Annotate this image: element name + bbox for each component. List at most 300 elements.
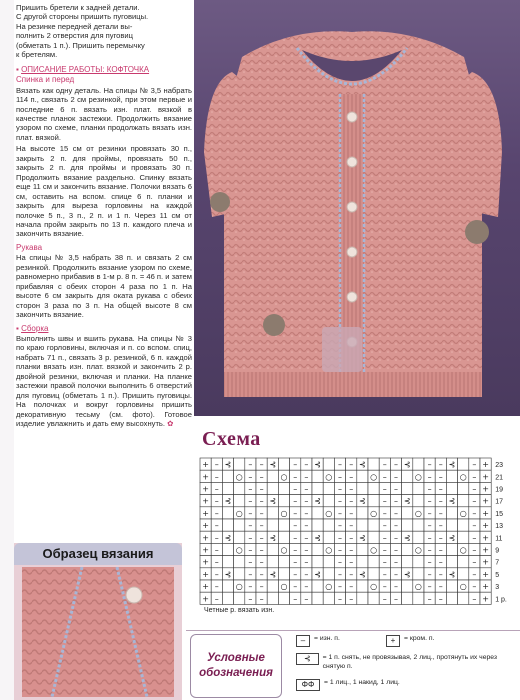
chart-cell: [222, 592, 233, 604]
chart-row-number: 15: [495, 510, 503, 518]
chart-symbol: –: [438, 557, 443, 567]
chart-cell: [357, 482, 368, 494]
chart-symbol: ○: [325, 508, 333, 518]
chart-symbol: –: [472, 582, 477, 592]
chart-cell: [222, 470, 233, 482]
intro-line: С другой стороны пришить пуговицы.: [16, 12, 149, 22]
chart-symbol: –: [438, 533, 443, 543]
chart-symbol: ○: [235, 545, 243, 555]
chart-symbol: –: [338, 533, 342, 543]
chart-symbol: –: [394, 472, 398, 482]
chart-symbol: –: [214, 472, 219, 482]
chart-cell: [458, 519, 469, 531]
chart-symbol: –: [214, 484, 219, 494]
chart-symbol: –: [472, 533, 477, 543]
subheading-sleeve: Рукава: [16, 242, 43, 252]
chart-cell: [312, 543, 323, 555]
chart-symbol: +: [482, 521, 489, 531]
chart-cell: [402, 543, 413, 555]
chart-symbol: ⊰: [403, 569, 411, 579]
chart-symbol: –: [427, 594, 432, 604]
chart-cell: [234, 519, 245, 531]
chart-symbol: –: [349, 472, 354, 482]
chart-symbol: –: [248, 533, 253, 543]
chart-symbol: +: [202, 472, 209, 482]
chart-cell: [278, 519, 289, 531]
chart-cell: [413, 556, 424, 568]
chart-symbol: –: [214, 496, 219, 506]
chart-symbol: –: [382, 460, 387, 470]
chart-symbol: +: [482, 484, 489, 494]
chart-symbol: ○: [414, 508, 422, 518]
chart-symbol: –: [338, 557, 342, 567]
chart-symbol: ○: [414, 582, 422, 592]
chart-symbol: –: [349, 582, 354, 592]
chart-symbol: ○: [235, 582, 243, 592]
chart-symbol: –: [304, 496, 309, 506]
chart-cell: [222, 580, 233, 592]
chart-row-number: 21: [495, 474, 503, 482]
chart-symbol: –: [427, 533, 432, 543]
chart-symbol: –: [472, 569, 477, 579]
chart-cell: [357, 592, 368, 604]
chart-cell: [458, 482, 469, 494]
legend-item-purl: – = изн. п.: [296, 635, 340, 647]
chart-symbol: –: [259, 533, 264, 543]
chart-symbol: +: [202, 508, 209, 518]
chart-symbol: ⊰: [403, 460, 411, 470]
chart-symbol: –: [394, 545, 398, 555]
chart-symbol: +: [482, 569, 489, 579]
chart-cell: [368, 519, 379, 531]
chart-symbol: ⊰: [403, 496, 411, 506]
chart-symbol: –: [427, 472, 432, 482]
chart-cell: [413, 495, 424, 507]
chart-note: Четные р. вязать изн.: [204, 607, 275, 614]
chart-symbol: –: [382, 594, 387, 604]
chart-symbol: +: [202, 533, 209, 543]
chart-symbol: –: [472, 460, 477, 470]
chart-cell: [222, 556, 233, 568]
chart-cell: [446, 482, 457, 494]
chart-symbol: –: [349, 557, 354, 567]
chart-symbol: –: [293, 533, 298, 543]
chart-symbol: ○: [370, 582, 378, 592]
chart-symbol: +: [202, 460, 209, 470]
chart-cell: [446, 543, 457, 555]
chart-symbol: –: [438, 460, 443, 470]
previous-column-edge: [0, 0, 14, 700]
chart-symbol: ○: [414, 472, 422, 482]
chart-symbol: –: [394, 582, 398, 592]
chart-cell: [267, 519, 278, 531]
chart-symbol: –: [427, 521, 432, 531]
chart-symbol: ○: [280, 582, 288, 592]
chart-symbol: ⊰: [359, 496, 366, 506]
sample-swatch-panel: [14, 543, 182, 700]
chart-symbol: –: [248, 460, 253, 470]
chart-cell: [278, 556, 289, 568]
chart-symbol: +: [482, 508, 489, 518]
end-mark-icon: ✿: [165, 419, 174, 429]
chart-symbol: +: [482, 533, 489, 543]
chart-symbol: +: [202, 594, 209, 604]
legend-item-edge: + = кром. п.: [386, 635, 434, 647]
yarnover-symbol-icon: ΦΦ: [296, 679, 320, 691]
chart-symbol: ⊰: [448, 460, 456, 470]
chart-symbol: ⊰: [224, 569, 232, 579]
chart-symbol: ○: [280, 545, 288, 555]
chart-symbol: –: [214, 508, 219, 518]
chart-symbol: ⊰: [314, 533, 321, 543]
chart-symbol: –: [472, 508, 477, 518]
chart-cell: [222, 482, 233, 494]
chart-symbol: –: [382, 569, 387, 579]
chart-cell: [357, 580, 368, 592]
chart-cell: [446, 556, 457, 568]
chart-symbol: –: [382, 484, 387, 494]
chart-symbol: –: [304, 521, 309, 531]
chart-symbol: ⊰: [224, 496, 232, 506]
chart-cell: [312, 592, 323, 604]
chart-cell: [323, 519, 334, 531]
chart-symbol: ⊰: [359, 533, 366, 543]
chart-cell: [402, 482, 413, 494]
chart-row-number: 7: [495, 559, 500, 567]
chart-symbol: –: [338, 508, 342, 518]
chart-cell: [402, 580, 413, 592]
chart-symbol: –: [293, 460, 298, 470]
chart-cell: [402, 470, 413, 482]
chart-row-number: 13: [495, 523, 503, 531]
chart-symbol: –: [259, 569, 264, 579]
chart-cell: [368, 495, 379, 507]
chart-symbol: ⊰: [403, 533, 411, 543]
chart-title: Схема: [202, 428, 261, 450]
chart-symbol: –: [304, 508, 309, 518]
chart-symbol: –: [248, 508, 253, 518]
chart-symbol: ○: [370, 545, 378, 555]
chart-symbol: –: [438, 521, 443, 531]
chart-symbol: ○: [280, 508, 288, 518]
chart-symbol: ⊰: [224, 533, 232, 543]
intro-block: [16, 3, 192, 60]
chart-symbol: –: [349, 533, 354, 543]
chart-cell: [458, 556, 469, 568]
chart-cell: [413, 592, 424, 604]
chart-cell: [413, 531, 424, 543]
chart-symbol: ○: [235, 472, 243, 482]
chart-symbol: –: [472, 496, 477, 506]
chart-symbol: –: [349, 508, 354, 518]
chart-symbol: –: [394, 496, 398, 506]
intro-line: (обметать 1 п.). Пришить перемычку: [16, 40, 145, 50]
chart-cell: [413, 568, 424, 580]
chart-symbol: +: [482, 472, 489, 482]
chart-row-number: 3: [495, 584, 500, 592]
chart-symbol: +: [202, 496, 209, 506]
chart-cell: [267, 592, 278, 604]
chart-symbol: –: [248, 582, 253, 592]
pattern-chart: [186, 420, 520, 625]
chart-cell: [357, 519, 368, 531]
chart-cell: [458, 592, 469, 604]
chart-symbol: –: [293, 508, 298, 518]
chart-row-number: 1 р.: [495, 596, 507, 604]
intro-line: Пришить бретели к задней детали.: [16, 3, 140, 12]
chart-cell: [368, 592, 379, 604]
chart-symbol: –: [472, 521, 477, 531]
intro-line: полнить 2 отверстия для пуговиц: [16, 31, 134, 41]
chart-cell: [312, 556, 323, 568]
chart-symbol: –: [293, 594, 298, 604]
legend-title: Условные обозначения: [190, 634, 282, 698]
chart-cell: [446, 592, 457, 604]
chart-cell: [368, 531, 379, 543]
chart-symbol: –: [394, 569, 398, 579]
chart-symbol: –: [427, 557, 432, 567]
chart-cell: [402, 507, 413, 519]
chart-cell: [267, 507, 278, 519]
intro-line: к бретелям.: [16, 50, 58, 60]
chart-symbol: –: [438, 508, 443, 518]
chart-row-number: 11: [495, 535, 503, 543]
chart-symbol: –: [259, 557, 264, 567]
chart-symbol: –: [248, 545, 253, 555]
cardigan-photo: [194, 0, 520, 416]
chart-symbol: –: [259, 496, 264, 506]
edge-symbol-icon: +: [386, 635, 400, 647]
chart-symbol: –: [293, 582, 298, 592]
chart-symbol: –: [304, 569, 309, 579]
chart-cell: [458, 495, 469, 507]
chart-symbol: –: [349, 521, 354, 531]
chart-cell: [413, 519, 424, 531]
chart-symbol: +: [202, 484, 209, 494]
chart-cell: [368, 458, 379, 470]
chart-cell: [278, 531, 289, 543]
legend-item-slip: ⊰ = 1 п. снять, не провязывая, 2 лиц., протянуть их через снятую п.: [296, 653, 516, 671]
chart-symbol: –: [338, 545, 342, 555]
chart-cell: [323, 458, 334, 470]
chart-symbol: +: [482, 557, 489, 567]
subheading-assembly: ▪ Сборка: [16, 323, 49, 333]
chart-cell: [413, 482, 424, 494]
chart-cell: [234, 568, 245, 580]
chart-symbol: –: [349, 545, 354, 555]
paragraph-body-1: Вязать как одну деталь. На спицы № 3,5 набрать 114 п., связать 2 см резинкой, при этом первые и последние 6 п. вязать изн. плат. вязкой в качестве планок застежки. Продолжить вязание узором по схеме, планки продолжать вязать изн. плат. вязкой.: [16, 85, 192, 142]
chart-row-number: 5: [495, 571, 500, 579]
intro-line: На резинке передней детали вы-: [16, 21, 133, 31]
chart-symbol: ○: [235, 508, 243, 518]
chart-symbol: –: [438, 472, 443, 482]
chart-symbol: ⊰: [269, 496, 277, 506]
chart-symbol: –: [349, 460, 354, 470]
chart-symbol: –: [438, 496, 443, 506]
chart-symbol: –: [382, 521, 387, 531]
chart-symbol: ○: [459, 508, 467, 518]
chart-symbol: ⊰: [269, 569, 277, 579]
chart-symbol: –: [293, 484, 298, 494]
chart-cell: [368, 482, 379, 494]
chart-symbol: –: [214, 594, 219, 604]
chart-symbol: –: [248, 594, 253, 604]
chart-symbol: –: [304, 594, 309, 604]
chart-cell: [357, 543, 368, 555]
chart-cell: [267, 556, 278, 568]
chart-cell: [323, 482, 334, 494]
chart-cell: [278, 592, 289, 604]
chart-symbol: –: [259, 545, 264, 555]
sample-title: Образец вязания: [14, 543, 182, 565]
chart-cell: [267, 482, 278, 494]
chart-symbol: –: [382, 582, 387, 592]
chart-symbol: +: [482, 582, 489, 592]
chart-cell: [234, 482, 245, 494]
chart-cell: [446, 507, 457, 519]
intro-text: [16, 3, 192, 60]
section-heading-main: ▪ ОПИСАНИЕ РАБОТЫ: КОФТОЧКА: [16, 64, 150, 74]
chart-cell: [222, 543, 233, 555]
chart-cell: [278, 568, 289, 580]
chart-symbol: –: [472, 545, 477, 555]
chart-symbol: ⊰: [314, 569, 321, 579]
chart-symbol: –: [259, 508, 264, 518]
chart-symbol: –: [304, 472, 309, 482]
chart-symbol: –: [427, 460, 432, 470]
chart-cell: [234, 531, 245, 543]
legend-panel: [186, 630, 520, 700]
chart-cell: [278, 482, 289, 494]
paragraph-assembly: Выполнить швы и вшить рукава. На спицы № 3 по краю горловины, включая и п. со вспом. спиц, набрать 71 п., связать 3 р. резинкой, 6 п. каждой планки вязать изн. плат. вязкой и закончить 2 р. двойной резинки, включая и планки. На планке застежки правой полочки выполнить 6 отверстий для пуговиц (обметать 1 п.). Пришить пуговицы. На полочках и вокруг горловины пришить декоративную тесьму (см. фото). Готовое изделие увлажнить и дать ему высохнуть. ✿: [16, 333, 192, 429]
subheading-body: Спинка и перед: [16, 75, 75, 85]
chart-symbol: +: [482, 545, 489, 555]
chart-symbol: –: [248, 496, 253, 506]
chart-row-number: 17: [495, 498, 503, 506]
chart-cell: [234, 592, 245, 604]
chart-symbol: –: [382, 508, 387, 518]
chart-cell: [278, 458, 289, 470]
chart-symbol: –: [394, 508, 398, 518]
chart-cell: [267, 580, 278, 592]
chart-symbol: –: [438, 569, 443, 579]
chart-cell: [312, 580, 323, 592]
chart-symbol: –: [259, 484, 264, 494]
chart-cell: [222, 519, 233, 531]
chart-symbol: –: [338, 594, 342, 604]
chart-symbol: –: [304, 582, 309, 592]
chart-cell: [357, 507, 368, 519]
chart-cell: [267, 470, 278, 482]
chart-symbol: ⊰: [448, 533, 456, 543]
chart-symbol: –: [304, 484, 309, 494]
chart-cell: [402, 519, 413, 531]
chart-symbol: –: [338, 582, 342, 592]
chart-symbol: –: [293, 557, 298, 567]
chart-symbol: –: [382, 557, 387, 567]
chart-cell: [368, 556, 379, 568]
chart-symbol: –: [304, 460, 309, 470]
chart-cell: [402, 556, 413, 568]
chart-symbol: ⊰: [269, 533, 277, 543]
chart-cell: [446, 519, 457, 531]
chart-symbol: ⊰: [359, 569, 366, 579]
chart-symbol: –: [214, 582, 219, 592]
chart-cell: [234, 556, 245, 568]
chart-symbol: –: [259, 594, 264, 604]
chart-symbol: –: [349, 496, 354, 506]
chart-cell: [312, 482, 323, 494]
chart-symbol: –: [382, 496, 387, 506]
paragraph-body-2: На высоте 15 см от резинки провязать 30 п., закрыть 2 п. для проймы, провязать 50 п., закрыть 2 п. для проймы и провязать 30 п. Продолжить вязание раздельно. Спинку вязать еще 11 см и закончить вязание. Полочки вязать 6 см, оставить на вспом. спице 6 п. планки и закрыть для выреза горловины на каждой полочке 5 п., 3 п., 2 п. и 1 п. Через 11 см от начала пройм закрыть по 13 п. каждого плеча и закончить вязание.: [16, 144, 192, 239]
chart-symbol: –: [438, 582, 443, 592]
chart-symbol: –: [214, 569, 219, 579]
chart-symbol: –: [293, 496, 298, 506]
slip-symbol-icon: ⊰: [296, 653, 319, 665]
chart-cell: [446, 470, 457, 482]
chart-cell: [323, 568, 334, 580]
chart-symbol: –: [438, 545, 443, 555]
chart-cell: [323, 556, 334, 568]
chart-symbol: –: [338, 484, 342, 494]
chart-cell: [312, 519, 323, 531]
chart-symbol: –: [293, 472, 298, 482]
chart-symbol: –: [394, 594, 398, 604]
chart-symbol: –: [293, 521, 298, 531]
chart-cell: [413, 458, 424, 470]
chart-symbol: ○: [459, 582, 467, 592]
chart-symbol: –: [438, 484, 443, 494]
chart-symbol: –: [214, 557, 219, 567]
chart-symbol: +: [482, 460, 489, 470]
chart-cell: [402, 592, 413, 604]
chart-symbol: –: [214, 533, 219, 543]
chart-cell: [267, 543, 278, 555]
chart-symbol: –: [394, 484, 398, 494]
chart-symbol: ○: [325, 582, 333, 592]
chart-symbol: ⊰: [269, 460, 277, 470]
chart-symbol: –: [248, 472, 253, 482]
chart-symbol: –: [259, 472, 264, 482]
chart-row-number: 19: [495, 486, 503, 494]
chart-cell: [458, 458, 469, 470]
chart-symbol: –: [472, 594, 477, 604]
chart-symbol: –: [382, 472, 387, 482]
chart-symbol: ○: [370, 508, 378, 518]
chart-symbol: +: [482, 594, 489, 604]
paragraph-sleeve: На спицы № 3,5 набрать 38 п. и связать 2 см резинкой. Продолжить вязание узором по схеме, равномерно прибавив в 1-м р. 8 п. = 46 п. и затем прибавляя с обеих сторон 4 раза по 1 п. На высоте 6 см закрыть для оката рукава с обеих сторон 3 раза по 3 п. На общей высоте 8 см закончить вязание.: [16, 253, 192, 320]
chart-symbol: –: [248, 569, 253, 579]
chart-symbol: –: [472, 484, 477, 494]
chart-symbol: –: [349, 484, 354, 494]
chart-row-number: 23: [495, 462, 503, 470]
chart-cell: [323, 592, 334, 604]
chart-symbol: –: [293, 545, 298, 555]
chart-symbol: –: [472, 472, 477, 482]
chart-symbol: –: [472, 557, 477, 567]
chart-symbol: ⊰: [448, 496, 456, 506]
chart-cell: [312, 507, 323, 519]
chart-symbol: –: [427, 569, 432, 579]
chart-symbol: ⊰: [314, 496, 321, 506]
chart-symbol: –: [248, 484, 253, 494]
chart-symbol: +: [202, 569, 209, 579]
chart-symbol: ○: [325, 472, 333, 482]
chart-symbol: –: [338, 460, 342, 470]
chart-symbol: –: [293, 569, 298, 579]
chart-symbol: –: [338, 472, 342, 482]
chart-cell: [323, 495, 334, 507]
